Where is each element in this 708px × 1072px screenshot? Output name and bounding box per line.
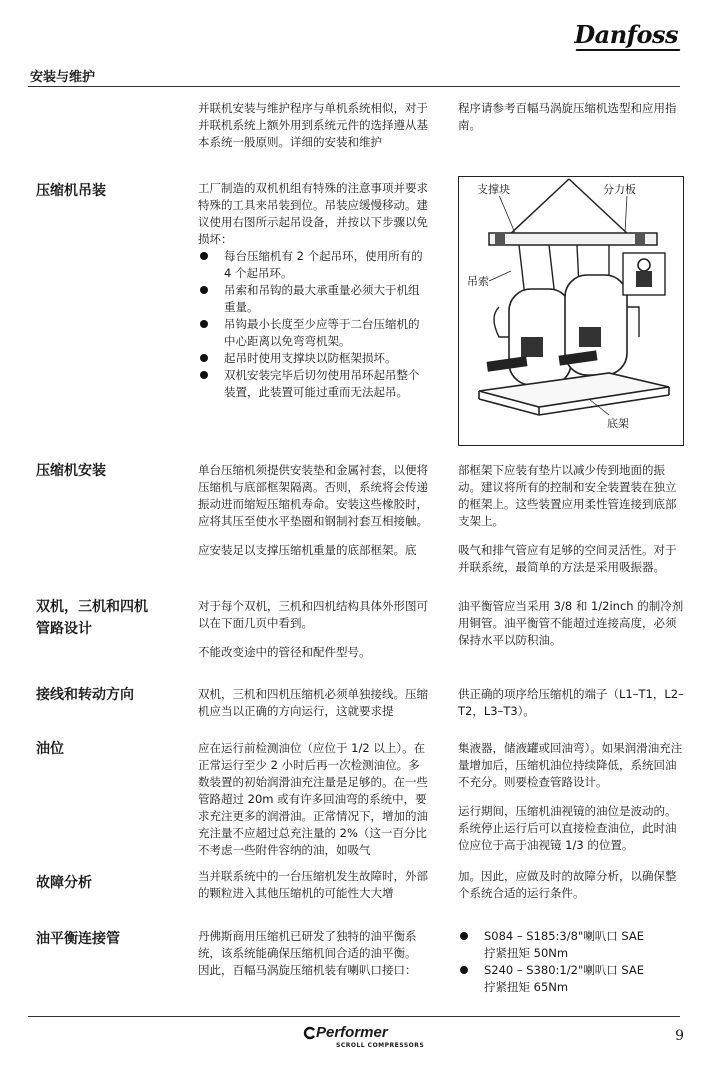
oil-level-mid-text [198, 740, 428, 859]
logo-underline [576, 49, 680, 51]
oil-level-right-text [458, 740, 686, 854]
fault-right-paragraph: 加。因此，应做及时的故障分析，以确保整个系统合适的运行条件。 [458, 869, 677, 900]
figure-label-spreader: 分力板 [603, 183, 636, 196]
mounting-mid-text [198, 462, 428, 559]
danfoss-logo [574, 20, 678, 49]
figure-label-base-frame: 底架 [607, 417, 629, 430]
lifting-heading: 压缩机吊装 [36, 183, 106, 199]
danfoss-logo-text: Danfoss [574, 20, 678, 49]
list-item: 每台压缩机有 2 个起吊环，使用所有的 4 个起吊环。 [198, 248, 428, 282]
figure-label-sling: 吊索 [467, 275, 489, 288]
piping-right-text [458, 598, 686, 649]
lifting-intro: 工厂制造的双机机组有特殊的注意事项并要求特殊的工具来吊装到位。吊装应缓慢移动。建议使用右图所示起吊设备，并按以下步骤以免损坏： [198, 181, 428, 246]
mounting-right-text [458, 462, 686, 576]
oil-equalization-mid-text [198, 928, 428, 979]
oil-equalization-right-text [458, 928, 686, 996]
piping-heading-line-1: 双机，三机和四机 [36, 599, 148, 615]
flare-spec-torque: 拧紧扭矩 50Nm [484, 946, 569, 960]
piping-heading [36, 596, 186, 640]
figure-label-support-block: 支撑块 [477, 183, 510, 196]
header-divider [28, 86, 680, 87]
performer-logo-subtext: SCROLL COMPRESSORS [336, 1042, 425, 1049]
mounting-mid-paragraph-2: 应安装足以支撑压缩机重量的底部框架。底 [198, 543, 417, 557]
fault-heading: 故障分析 [36, 875, 92, 891]
piping-heading-line-2: 管路设计 [36, 621, 92, 637]
wiring-right-paragraph: 供正确的项序给压缩机的端子（L1–T1，L2–T2，L3–T3）。 [458, 687, 684, 718]
fault-right-text [458, 868, 686, 902]
list-item [458, 928, 686, 962]
intro-right-paragraph: 程序请参考百幅马涡旋压缩机选型和应用指南。 [458, 101, 677, 132]
lifting-bullet-list [198, 248, 428, 401]
intro-right-text [458, 100, 686, 134]
piping-right-paragraph-1: 油平衡管应当采用 3/8 和 1/2inch 的制冷剂用铜管。油平衡管不能超过连接高度，必须保持水平以防积油。 [458, 599, 684, 647]
list-item: 吊钩最小长度至少应等于二台压缩机的中心距离以免弯弯机架。 [198, 316, 428, 350]
wiring-mid-paragraph: 双机，三机和四机压缩机必须单独接线。压缩机应当以正确的方向运行，这就要求提 [198, 687, 428, 718]
oil-equalization-mid-paragraph-1: 丹佛斯商用压缩机已研发了独特的油平衡系统，该系统能确保压缩机间合适的油平衡。 [198, 929, 417, 960]
page-number: 9 [675, 1028, 684, 1044]
performer-logo-text: Performer [316, 1024, 388, 1041]
list-item: 双机安装完毕后切勿使用吊环起吊整个装置，此装置可能过重而无法起吊。 [198, 367, 428, 401]
flare-spec-torque: 拧紧扭矩 65Nm [484, 980, 569, 994]
flare-spec-size: S240 – S380:1/2"喇叭口 SAE [484, 963, 645, 977]
lifting-text [198, 180, 428, 401]
oil-level-heading: 油位 [36, 741, 64, 757]
oil-level-right-paragraph-1: 集液器，储液罐或回油弯）。如果润滑油充注量增加后，压缩机油位持续降低，系统回油不充分。则要检查管路设计。 [458, 741, 683, 789]
section-title: 安装与维护 [30, 70, 96, 85]
oil-level-mid-paragraph: 应在运行前检测油位（应位于 1/2 以上）。在正常运行至少 2 小时后再一次检测油位。多数装置的初始润滑油充注量是足够的。在一些管路超过 20m 或有许多回油弯的系统中，要求充注更多的润滑油。正常情况下，增加的油充注量不应超过总充注量的 2%（这一百分比不考虑一些附件容纳的油，如吸气 [198, 741, 428, 857]
list-item: 起吊时使用支撑块以防框架损坏。 [198, 350, 428, 367]
performer-swirl-icon [302, 1026, 316, 1040]
flare-spec-size: S084 – S185:3/8"喇叭口 SAE [484, 929, 645, 943]
footer-divider [28, 1016, 680, 1017]
wiring-right-text [458, 686, 686, 720]
wiring-heading: 接线和转动方向 [36, 687, 134, 703]
piping-mid-text [198, 598, 428, 661]
list-item [458, 962, 686, 996]
mounting-right-paragraph-1: 部框架下应装有垫片以减少传到地面的振动。建议将所有的控制和安全装置装在独立的框架上。这些装置应用柔性管连接到底部支架上。 [458, 463, 677, 528]
oil-equalization-heading: 油平衡连接管 [36, 931, 120, 947]
piping-mid-paragraph-1: 对于每个双机，三机和四机结构具体外形图可以在下面几页中看到。 [198, 599, 428, 630]
intro-mid-paragraph: 并联机安装与维护程序与单机系统相似，对于并联机系统上额外用到系统元件的选择遵从基本系统一般原则。详细的安装和维护 [198, 101, 428, 149]
fault-mid-text [198, 868, 428, 902]
lifting-diagram-drawing [459, 177, 683, 445]
flare-spec-list [458, 928, 686, 996]
mounting-right-paragraph-2: 吸气和排气管应有足够的空间灵活性。对于并联系统，最简单的方法是采用吸振器。 [458, 543, 677, 574]
list-item: 吊索和吊钩的最大承重量必须大于机组重量。 [198, 282, 428, 316]
wiring-mid-text [198, 686, 428, 720]
piping-mid-paragraph-2: 不能改变途中的管径和配件型号。 [198, 645, 371, 659]
mounting-heading: 压缩机安装 [36, 463, 106, 479]
fault-mid-paragraph: 当并联系统中的一台压缩机发生故障时，外部的颗粒进入其他压缩机的可能性大大增 [198, 869, 428, 900]
intro-mid-text [198, 100, 428, 151]
oil-equalization-mid-paragraph-2: 因此，百幅马涡旋压缩机装有喇叭口接口： [198, 963, 417, 977]
lifting-diagram [458, 176, 684, 446]
mounting-mid-paragraph-1: 单台压缩机须提供安装垫和金属衬套，以便将压缩机与底部框架隔离。否则，系统将会传递振动进而缩短压缩机寿命。安装这些橡胶时，应将其压至使水平垫圈和钢制衬套互相接触。 [198, 463, 428, 528]
oil-level-right-paragraph-2: 运行期间，压缩机油视镜的油位是波动的。系统停止运行后可以直接检查油位，此时油位应位于高于油视镜 1/3 的位置。 [458, 804, 677, 852]
